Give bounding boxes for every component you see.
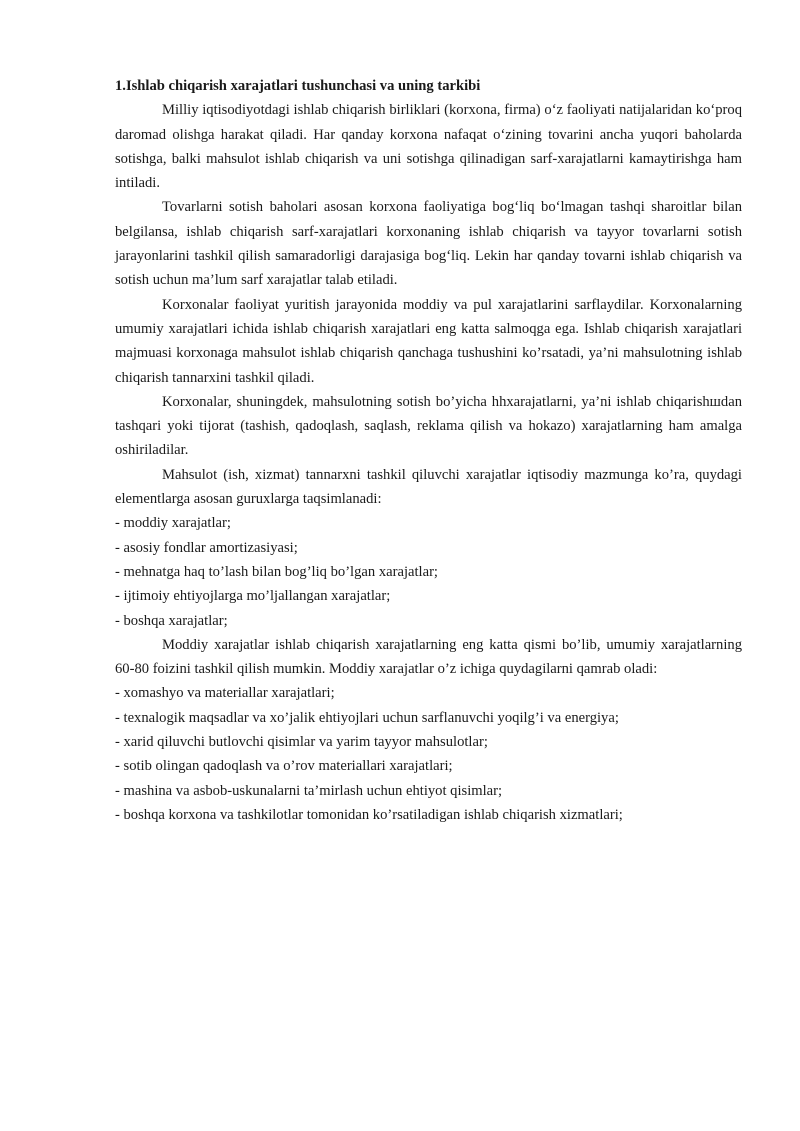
list-item: - xomashyo va materiallar xarajatlari; xyxy=(115,685,335,702)
paragraph-4: Korxonalar, shuningdek, mahsulotning sotish bo’yicha hhxarajatlarni, ya’ni ishlab chiqarishшdan tashqari yoki tijorat (tashish, qadoqlash, saqlash, reklama qilish va hokazo) xarajatlarning ham amalga oshiriladilar. xyxy=(115,393,742,459)
cost-elements-list xyxy=(115,511,742,632)
list-item: - boshqa xarajatlar; xyxy=(115,612,228,629)
paragraph-6: Moddiy xarajatlar ishlab chiqarish xarajatlarning eng katta qismi bo’lib, umumiy xarajatlarning 60-80 foizini tashkil qilish mumkin. Moddiy xarajatlar o’z ichiga quydagilarni qamrab oladi: xyxy=(115,636,742,678)
paragraph-1: Milliy iqtisodiyotdagi ishlab chiqarish birliklari (korxona, firma) o‘z faoliyati natijalaridan ko‘proq daromad olishga harakat qiladi. Har qanday korxona nafaqat o‘zining tovarini ancha yuqori baholarda sotishga, balki mahsulot ishlab chiqarish va uni sotishga qilinadigan sarf-xarajatlarni kamaytirishga ham intiladi. xyxy=(115,102,742,192)
list-item: - texnalogik maqsadlar va xo’jalik ehtiyojlari uchun sarflanuvchi yoqilg’i va energiya; xyxy=(115,709,619,726)
list-item: - asosiy fondlar amortizasiyasi; xyxy=(115,539,298,556)
document-page xyxy=(115,74,742,827)
list-item: - mehnatga haq to’lash bilan bog’liq bo’lgan xarajatlar; xyxy=(115,563,438,580)
material-costs-list xyxy=(115,681,742,827)
list-item: - sotib olingan qadoqlash va o’rov materiallari xarajatlari; xyxy=(115,758,453,775)
paragraph-3: Korxonalar faoliyat yuritish jarayonida moddiy va pul xarajatlarini sarflaydilar. Korxonalarning umumiy xarajatlari ichida ishlab chiqarish xarajatlari eng katta salmoqga ega. Ishlab chiqarish xarajatlari majmuasi korxonaga mahsulot ishlab chiqarish qanchaga tushushini ko’rsatadi, ya’ni mahsulotning ishlab chiqarish tannarxini tashkil qiladi. xyxy=(115,296,742,386)
list-item: - xarid qiluvchi butlovchi qisimlar va yarim tayyor mahsulotlar; xyxy=(115,734,488,751)
paragraph-2: Tovarlarni sotish baholari asosan korxona faoliyatiga bog‘liq bo‘lmagan tashqi sharoitlar bilan belgilansa, ishlab chiqarish sarf-xarajatlari korxonaning ishlab chiqarish va tayyor tovarlarni sotish jarayonlarini tashkil qilish samaradorligi darajasiga bog‘liq. Lekin har qanday tovarni ishlab chiqarish va sotish uchun ma’lum sarf xarajatlar talab etiladi. xyxy=(115,199,742,289)
list-item: - ijtimoiy ehtiyojlarga mo’ljallangan xarajatlar; xyxy=(115,588,391,605)
list-item: - boshqa korxona va tashkilotlar tomonidan ko’rsatiladigan ishlab chiqarish xizmatlari; xyxy=(115,806,623,823)
list-item: - moddiy xarajatlar; xyxy=(115,515,231,532)
paragraph-5: Mahsulot (ish, xizmat) tannarxni tashkil qiluvchi xarajatlar iqtisodiy mazmunga ko’ra, quydagi elementlarga asosan guruxlarga taqsimlanadi: xyxy=(115,466,742,508)
section-heading: 1.Ishlab chiqarish xarajatlari tushunchasi va uning tarkibi xyxy=(115,78,481,94)
list-item: - mashina va asbob-uskunalarni ta’mirlash uchun ehtiyot qisimlar; xyxy=(115,782,503,799)
